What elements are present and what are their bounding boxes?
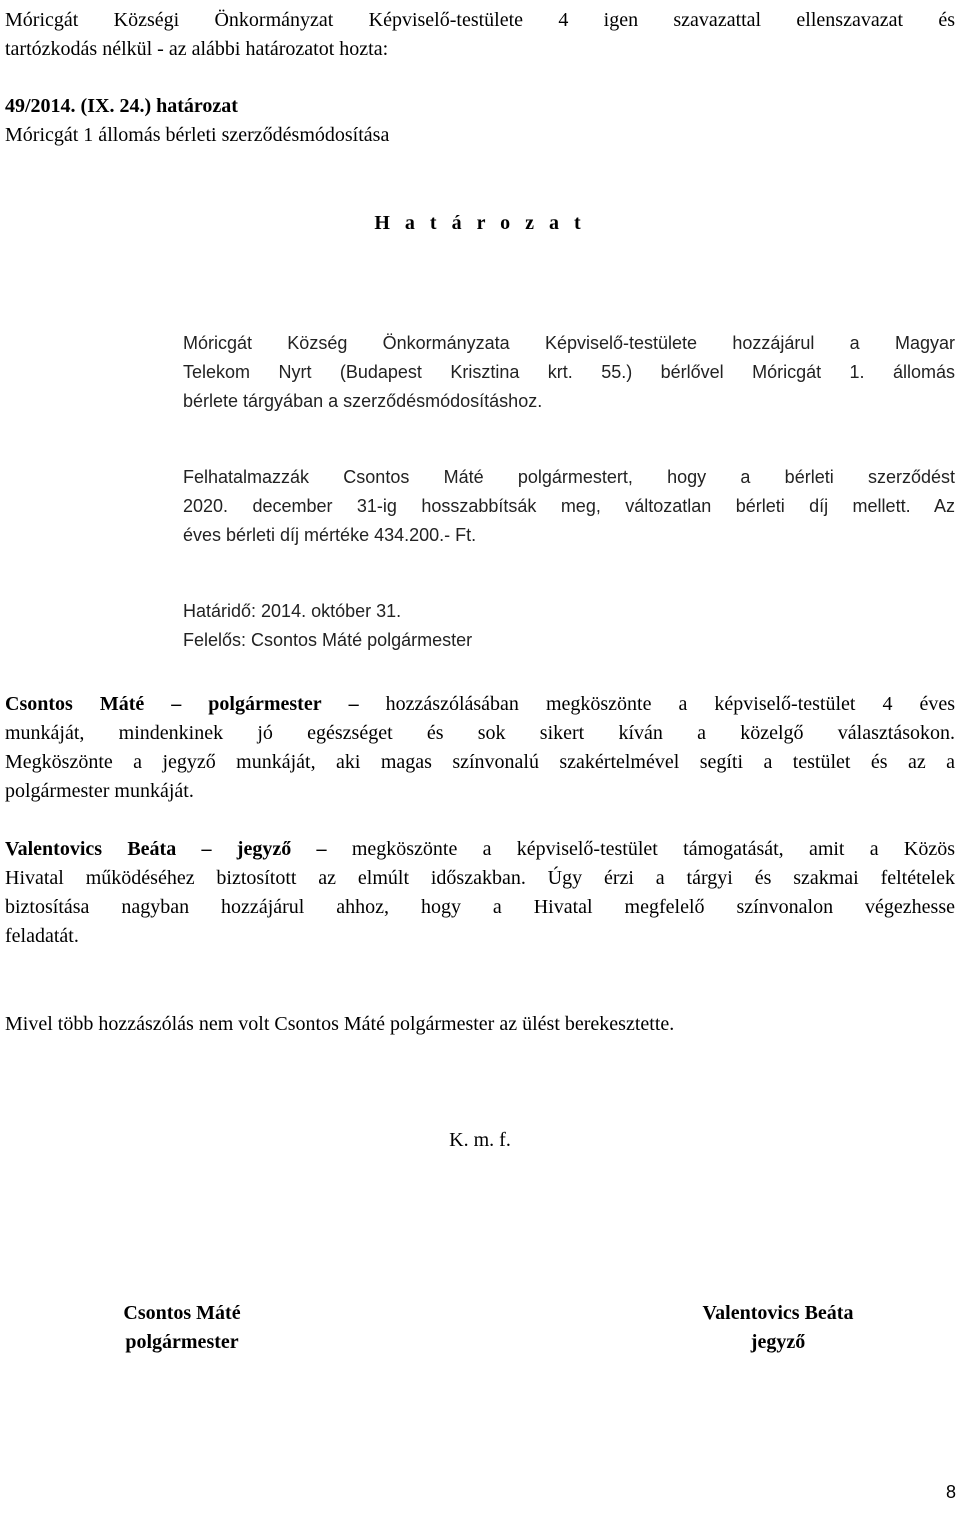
paragraph-line: Felhatalmazzák Csontos Máté polgármestert, hogy a bérleti szerződést: [183, 467, 955, 487]
dash: –: [348, 693, 359, 715]
resolution-paragraph-2: [183, 463, 955, 550]
paragraph-line: Móricgát Község Önkormányzata Képviselő-testülete hozzájárul a Magyar: [183, 333, 955, 353]
paragraph-line: éves bérleti díj mértéke 434.200.- Ft.: [183, 525, 477, 545]
speech-line: [5, 835, 955, 864]
resolution-subject: Móricgát 1 állomás bérleti szerződésmódosítása: [5, 124, 390, 146]
paragraph-line: bérlete tárgyában a szerződésmódosításhoz.: [183, 391, 543, 411]
signature-name: Csontos Máté: [123, 1302, 241, 1324]
speech-text: hozzászólásában megköszönte a képviselő-testület 4 éves: [385, 693, 956, 715]
paragraph-line: 2020. december 31-ig hosszabbítsák meg, változatlan bérleti díj mellett. Az: [183, 496, 955, 516]
dash: –: [316, 838, 327, 860]
resolution-paragraph-1: [183, 329, 955, 416]
speaker-name: Valentovics Beáta: [5, 838, 177, 860]
speech-line: feladatát.: [5, 925, 79, 947]
speech-line: polgármester munkáját.: [5, 780, 194, 802]
signature-name: Valentovics Beáta: [702, 1302, 854, 1324]
intro-line: Móricgát Községi Önkormányzat Képviselő-testülete 4 igen szavazattal ellenszavazat és: [5, 9, 955, 31]
signature-title: jegyző: [750, 1331, 806, 1353]
speech-line: [5, 690, 955, 719]
speech-line: biztosítása nagyban hozzájárul ahhoz, hogy a Hivatal megfelelő színvonalon végezhesse: [5, 896, 955, 918]
resolution-number: 49/2014. (IX. 24.) határozat: [5, 95, 238, 117]
paragraph-line: Telekom Nyrt (Budapest Krisztina krt. 55.) bérlővel Móricgát 1. állomás: [183, 362, 955, 382]
speech-line: munkáját, mindenkinek jó egészséget és sok sikert kíván a közelgő választásokon.: [5, 722, 955, 744]
speech-line: Hivatal működéséhez biztosított az elmúlt időszakban. Úgy érzi a tárgyi és szakmai feltételek: [5, 867, 955, 889]
deadline-line: Határidő: 2014. október 31.: [183, 601, 402, 621]
intro-paragraph: [5, 6, 955, 64]
speaker-name: Csontos Máté: [5, 693, 145, 715]
responsible-line: Felelős: Csontos Máté polgármester: [183, 630, 473, 650]
closing-sentence: Mivel több hozzászólás nem volt Csontos Máté polgármester az ülést berekesztette.: [5, 1013, 675, 1035]
speaker-role: polgármester: [208, 693, 322, 715]
signature-title: polgármester: [125, 1331, 239, 1353]
kmf-mark: K. m. f.: [449, 1129, 511, 1151]
page-number: 8: [945, 1482, 956, 1502]
speaker-role: jegyző: [236, 838, 292, 860]
signature-block-notary: [668, 1299, 888, 1357]
resolution-heading: H a t á r o z a t: [374, 212, 586, 234]
notary-speech-paragraph: [5, 835, 955, 951]
mayor-speech-paragraph: [5, 690, 955, 806]
speech-line: Megköszönte a jegyző munkáját, aki magas színvonalú szakértelmével segíti a testület és az a: [5, 751, 955, 773]
speech-text: megköszönte a képviselő-testület támogatását, amit a Közös: [351, 838, 956, 860]
signature-block-mayor: [82, 1299, 282, 1357]
intro-line: tartózkodás nélkül - az alábbi határozatot hozta:: [5, 38, 389, 60]
dash: –: [171, 693, 182, 715]
dash: –: [201, 838, 212, 860]
